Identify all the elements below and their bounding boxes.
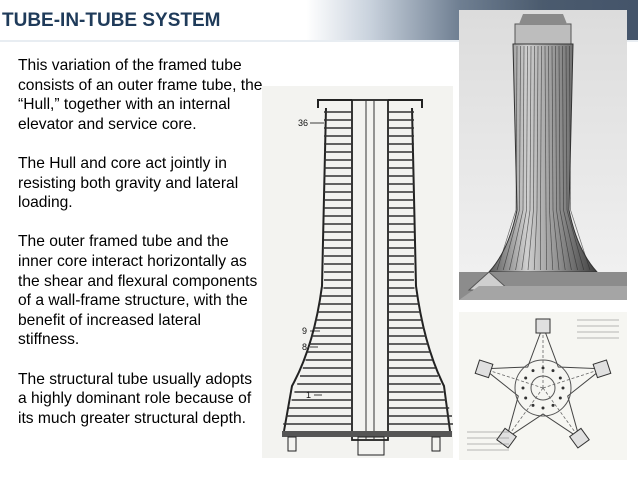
tower-photo-image — [459, 10, 627, 300]
level-label-1: 1 — [306, 390, 312, 400]
paragraph-dominant-role: The structural tube usually adopts a highly dominant role because of its much greater structural depth. — [18, 370, 253, 427]
level-label-36: 36 — [298, 118, 309, 128]
slide-title: TUBE-IN-TUBE SYSTEM — [2, 10, 221, 31]
paragraph-interaction: The outer framed tube and the inner core interact horizontally as the shear and flexural components of a wall-frame structure, with the benefit of increased lateral stiffness. — [18, 233, 258, 349]
paragraph-hull: This variation of the framed tube consists of an outer frame tube, the “Hull,” together with an internal elevator and service core. — [18, 57, 263, 133]
floor-plan — [459, 312, 627, 460]
paragraph-joint-action: The Hull and core act jointly in resisting both gravity and lateral loading. — [18, 154, 239, 212]
body-text — [18, 56, 263, 428]
level-label-9: 9 — [302, 326, 308, 336]
floor-plan-image — [459, 312, 627, 460]
section-drawing — [262, 86, 453, 458]
tower-photo — [459, 10, 627, 300]
level-label-8: 8 — [302, 342, 308, 352]
section-drawing-image — [262, 86, 453, 458]
